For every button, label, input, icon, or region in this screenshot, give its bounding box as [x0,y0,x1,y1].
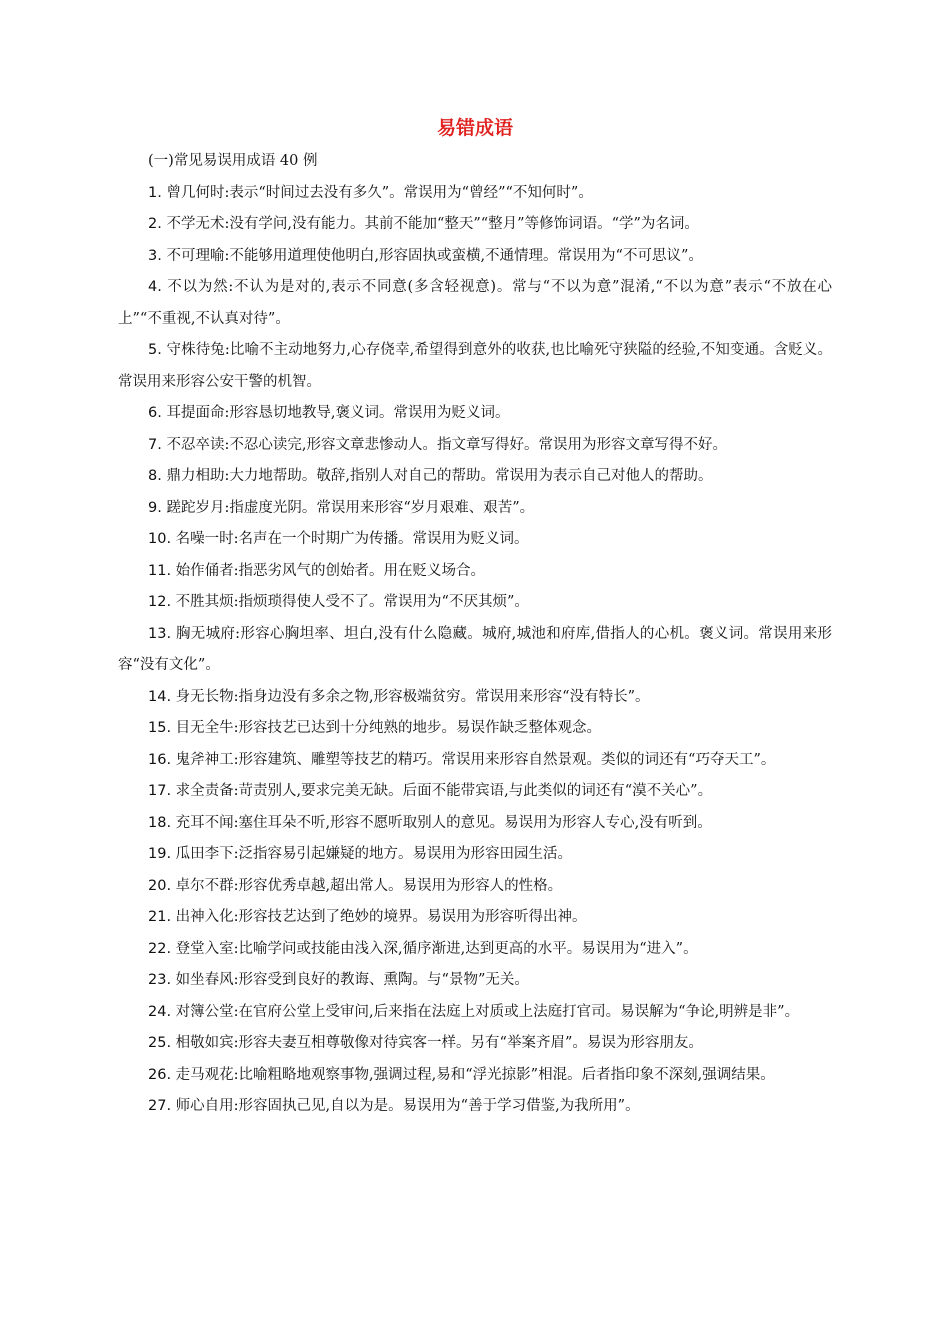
idiom-entry [118,241,832,273]
entry-text: 充耳不闻:塞住耳朵不听,形容不愿听取别人的意见。易误用为形容人专心,没有听到。 [175,814,712,831]
entry-number: 10. [148,531,172,547]
entry-number: 24. [148,1003,172,1020]
entry-text: 对簿公堂:在官府公堂上受审问,后来指在法庭上对质或上法庭打官司。易误解为“争论,明辨是非”。 [175,1003,800,1020]
entry-number: 23. [148,972,172,988]
entry-text: 出神入化:形容技艺达到了绝妙的境界。易误用为形容听得出神。 [175,909,587,925]
entry-number: 21. [148,909,172,925]
entry-number: 26. [148,1066,172,1083]
idiom-entry [118,1091,832,1123]
entry-text: 守株待兔:比喻不主动地努力,心存侥幸,希望得到意外的收获,也比喻死守狭隘的经验,不知变通。含贬义。常误用来形容公安干警的机智。 [118,342,832,390]
entry-text: 不忍卒读:不忍心读完,形容文章悲惨动人。指文章写得好。常误用为形容文章写得不好。 [166,436,727,453]
document-page [118,112,832,1123]
idiom-entry [118,965,832,997]
idiom-entry [118,713,832,745]
entry-number: 9. [148,499,162,516]
idiom-entry [118,902,832,934]
section-heading: (一)常见易误用成语 40 例 [148,153,318,169]
entry-number: 13. [148,625,172,642]
idiom-entry [118,1028,832,1060]
entry-number: 17. [148,783,172,799]
idiom-entry [118,461,832,493]
idiom-entry [118,745,832,777]
entry-number: 16. [148,751,172,768]
entry-number: 15. [148,720,172,736]
idiom-entry [118,398,832,430]
entry-number: 14. [148,688,172,705]
idiom-list [118,178,832,1123]
entry-text: 相敬如宾:形容夫妻互相尊敬像对待宾客一样。另有“举案齐眉”。易误为形容朋友。 [175,1035,703,1051]
entry-number: 8. [148,468,162,484]
entry-text: 始作俑者:指恶劣风气的创始者。用在贬义场合。 [175,562,486,579]
idiom-entry [118,209,832,241]
entry-number: 5. [148,342,162,358]
entry-number: 22. [148,940,172,957]
entry-number: 3. [148,247,162,264]
idiom-entry [118,619,832,682]
idiom-entry [118,1060,832,1092]
idiom-entry [118,272,832,335]
entry-number: 2. [148,216,162,232]
entry-text: 耳提面命:形容恳切地教导,褒义词。常误用为贬义词。 [166,405,510,421]
entry-text: 不胜其烦:指烦琐得使人受不了。常误用为“不厌其烦”。 [175,594,529,610]
idiom-entry [118,776,832,808]
entry-number: 25. [148,1035,172,1051]
document-title: 易错成语 [436,117,513,139]
entry-text: 求全责备:苛责别人,要求完美无缺。后面不能带宾语,与此类似的词还有“漠不关心”。 [175,783,713,799]
entry-text: 名噪一时:名声在一个时期广为传播。常误用为贬义词。 [175,531,529,547]
entry-text: 卓尔不群:形容优秀卓越,超出常人。易误用为形容人的性格。 [175,877,563,894]
entry-text: 鼎力相助:大力地帮助。敬辞,指别人对自己的帮助。常误用为表示自己对他人的帮助。 [166,468,713,484]
entry-text: 曾几何时:表示“时间过去没有多久”。常误用为“曾经”“不知何时”。 [166,184,593,201]
entry-number: 20. [148,877,172,894]
idiom-entry [118,587,832,619]
idiom-entry [118,524,832,556]
idiom-entry [118,839,832,871]
idiom-entry [118,556,832,588]
entry-number: 6. [148,405,162,421]
idiom-entry [118,178,832,210]
entry-text: 登堂入室:比喻学问或技能由浅入深,循序渐进,达到更高的水平。易误用为“进入”。 [175,940,698,957]
entry-text: 不可理喻:不能够用道理使他明白,形容固执或蛮横,不通情理。常误用为“不可思议”。 [166,247,703,264]
entry-text: 鬼斧神工:形容建筑、雕塑等技艺的精巧。常误用来形容自然景观。类似的词还有“巧夺天工”。 [175,751,776,768]
idiom-entry [118,997,832,1029]
entry-number: 27. [148,1098,172,1114]
entry-number: 11. [148,562,172,579]
entry-text: 瓜田李下:泛指容易引起嫌疑的地方。易误用为形容田园生活。 [175,846,573,862]
idiom-entry [118,493,832,525]
entry-text: 身无长物:指身边没有多余之物,形容极端贫穷。常误用来形容“没有特长”。 [175,688,650,705]
idiom-entry [118,335,832,398]
idiom-entry [118,430,832,462]
idiom-entry [118,808,832,840]
entry-number: 4. [148,279,162,295]
entry-number: 1. [148,184,162,201]
entry-text: 如坐春风:形容受到良好的教诲、熏陶。与“景物”无关。 [175,972,529,988]
entry-number: 18. [148,814,172,831]
entry-text: 走马观花:比喻粗略地观察事物,强调过程,易和“浮光掠影”相混。后者指印象不深刻,强调结果。 [175,1066,775,1083]
entry-text: 目无全牛:形容技艺已达到十分纯熟的地步。易误作缺乏整体观念。 [175,720,602,736]
idiom-entry [118,934,832,966]
entry-text: 蹉跎岁月:指虚度光阴。常误用来形容“岁月艰难、艰苦”。 [166,499,535,516]
idiom-entry [118,682,832,714]
entry-text: 师心自用:形容固执己见,自以为是。易误用为“善于学习借鉴,为我所用”。 [175,1098,640,1114]
entry-number: 7. [148,436,162,453]
idiom-entry [118,871,832,903]
entry-text: 不学无术:没有学问,没有能力。其前不能加“整天”“整月”等修饰词语。“学”为名词。 [166,216,699,232]
entry-number: 12. [148,594,172,610]
entry-text: 不以为然:不认为是对的,表示不同意(多含轻视意)。常与“不以为意”混淆,“不以为意”表示“不放在心上”“不重视,不认真对待”。 [118,279,833,327]
entry-text: 胸无城府:形容心胸坦率、坦白,没有什么隐藏。城府,城池和府库,借指人的心机。褒义词。常误用来形容“没有文化”。 [118,625,833,673]
entry-number: 19. [148,846,172,862]
